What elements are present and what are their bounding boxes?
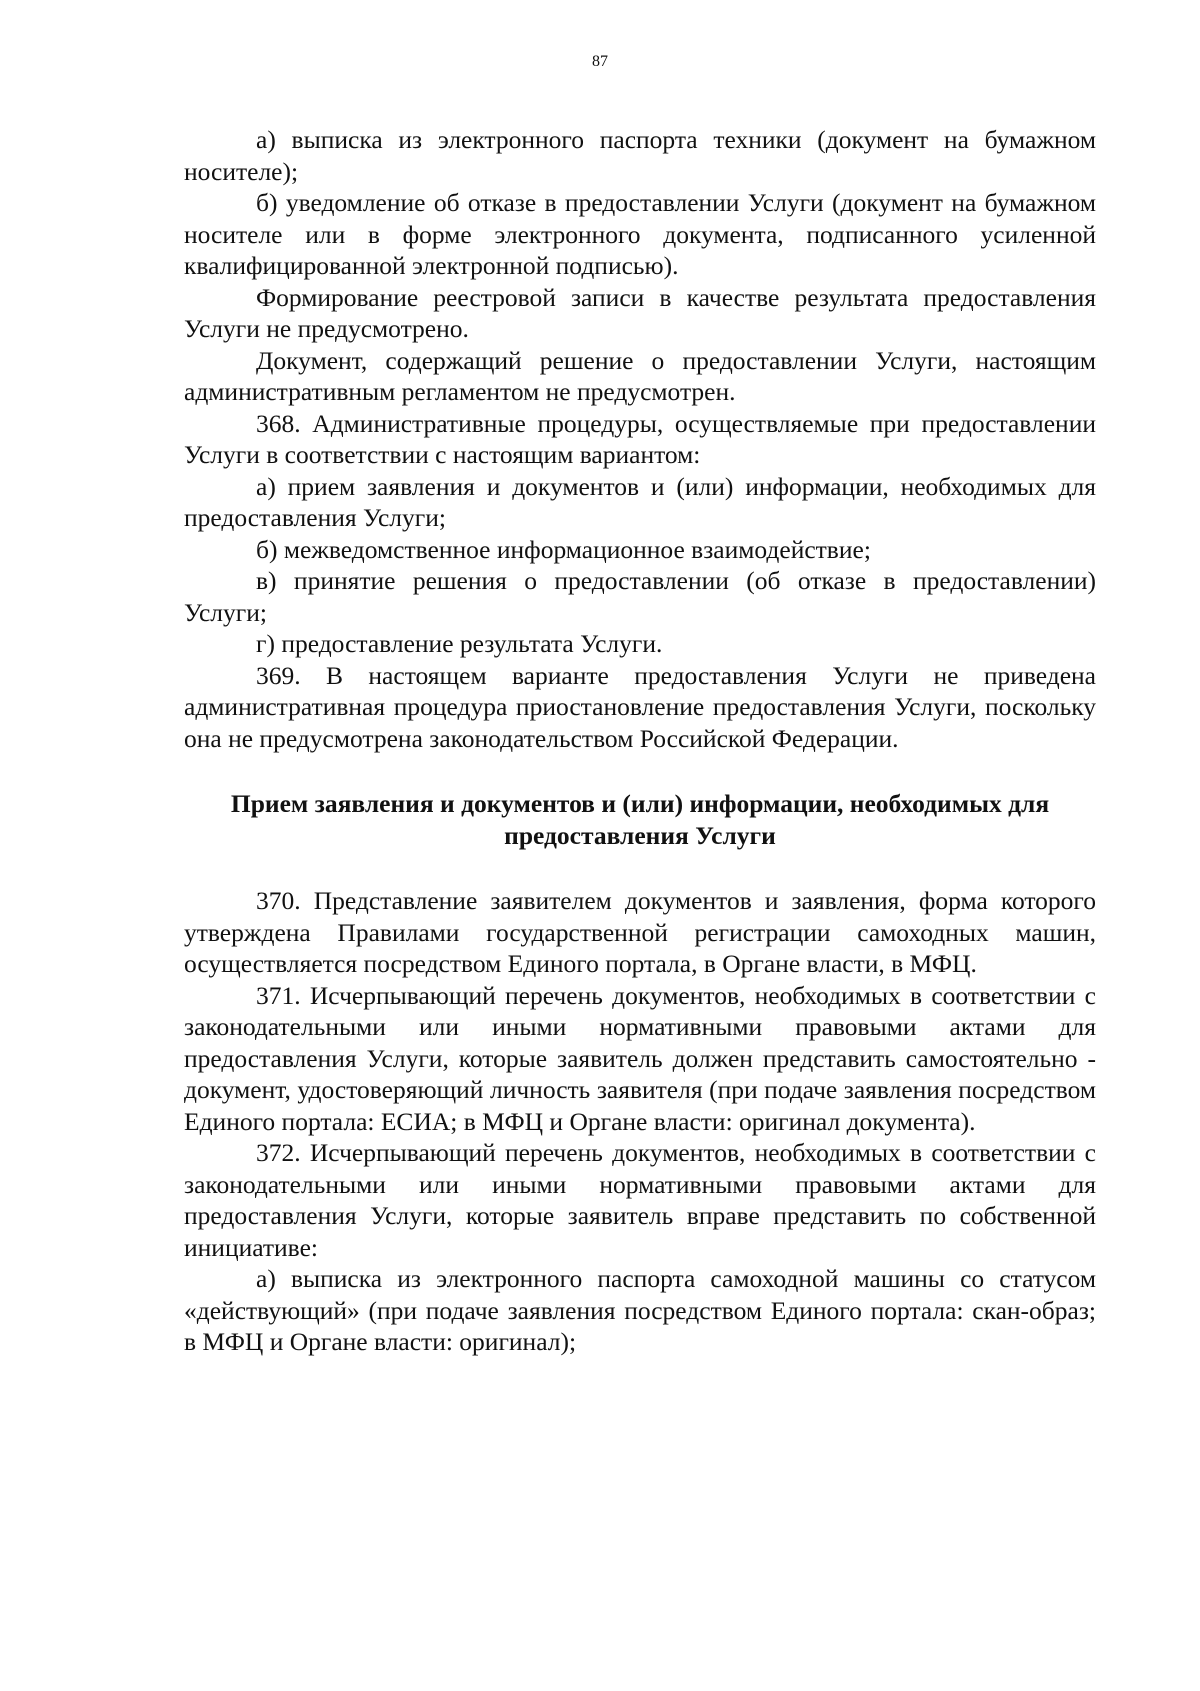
paragraph: а) выписка из электронного паспорта самоходной машины со статусом «действующий» (при подаче заявления посредством Единого портала: скан-образ; в МФЦ и Органе власти: оригинал); bbox=[184, 1264, 1096, 1356]
paragraph: 372. Исчерпывающий перечень документов, необходимых в соответствии с законодательными или иными нормативными правовыми актами для предоставления Услуги, которые заявитель вправе представить по собственной инициативе: bbox=[184, 1138, 1096, 1262]
page-number: 87 bbox=[592, 53, 608, 70]
paragraph: б) межведомственное информационное взаимодействие; bbox=[256, 534, 871, 564]
paragraph: а) прием заявления и документов и (или) информации, необходимых для предоставления Услуги; bbox=[184, 471, 1096, 532]
paragraph: а) выписка из электронного паспорта техники (документ на бумажном носителе); bbox=[184, 125, 1096, 186]
paragraph: г) предоставление результата Услуги. bbox=[256, 629, 663, 658]
paragraph: 371. Исчерпывающий перечень документов, необходимых в соответствии с законодательными или иными нормативными правовыми актами для предоставления Услуги, которые заявитель должен представить самостоятельно - документ, удостоверяющий личность заявителя (при подаче заявления посредством Единого портала: ЕСИА; в МФЦ и Органе власти: оригинал документа). bbox=[184, 980, 1096, 1136]
paragraph: 368. Административные процедуры, осуществляемые при предоставлении Услуги в соответствии с настоящим вариантом: bbox=[184, 408, 1096, 469]
section-heading: Прием заявления и документов и (или) информации, необходимых для предоставления Услуги bbox=[230, 789, 1050, 850]
paragraph: в) принятие решения о предоставлении (об отказе в предоставлении) Услуги; bbox=[184, 566, 1096, 627]
paragraph: б) уведомление об отказе в предоставлении Услуги (документ на бумажном носителе или в форме электронного документа, подписанного усиленной квалифицированной электронной подписью). bbox=[184, 188, 1096, 280]
page-body bbox=[184, 124, 1096, 1358]
paragraph: Документ, содержащий решение о предоставлении Услуги, настоящим административным регламентом не предусмотрен. bbox=[184, 345, 1096, 406]
paragraph: 370. Представление заявителем документов и заявления, форма которого утверждена Правилами государственной регистрации самоходных машин, осуществляется посредством Единого портала, в Органе власти, в МФЦ. bbox=[184, 886, 1096, 978]
paragraph: Формирование реестровой записи в качестве результата предоставления Услуги не предусмотрено. bbox=[184, 282, 1096, 343]
paragraph: 369. В настоящем варианте предоставления Услуги не приведена административная процедура приостановление предоставления Услуги, поскольку она не предусмотрена законодательством Российской Федерации. bbox=[184, 660, 1096, 753]
